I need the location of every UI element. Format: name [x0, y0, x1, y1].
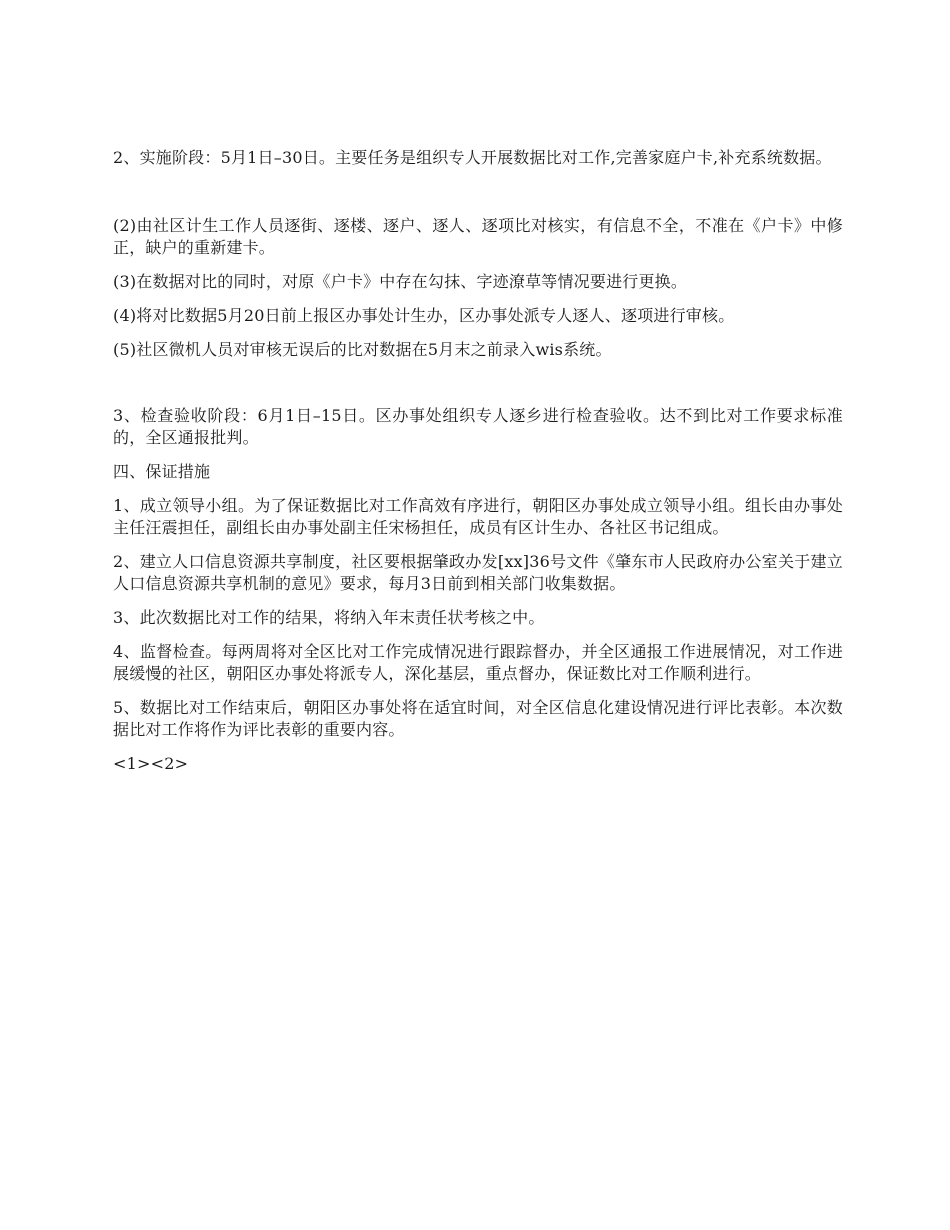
verification-step-2-paragraph: (2)由社区计生工作人员逐街、逐楼、逐户、逐人、逐项比对核实，有信息不全，不准在《户卡》中修正，缺户的重新建卡。 — [113, 216, 843, 257]
verification-step-5-paragraph: (5)社区微机人员对审核无误后的比对数据在5月末之前录入wis系统。 — [113, 340, 612, 359]
page-navigation-text: <1><2> — [113, 754, 189, 773]
measure-2-paragraph: 2、建立人口信息资源共享制度，社区要根据肇政办发[xx]36号文件《肇东市人民政府办公室关于建立人口信息资源共享机制的意见》要求，每月3日前到相关部门收集数据。 — [113, 552, 843, 593]
verification-step-4-paragraph: (4)将对比数据5月20日前上报区办事处计生办，区办事处派专人逐人、逐项进行审核。 — [113, 306, 735, 325]
section-heading-guarantee-measures: 四、保证措施 — [113, 462, 211, 481]
document-body — [113, 147, 843, 787]
measure-1-paragraph: 1、成立领导小组。为了保证数据比对工作高效有序进行，朝阳区办事处成立领导小组。组长由办事处主任汪震担任，副组长由办事处副主任宋杨担任，成员有区计生办、各社区书记组成。 — [113, 496, 843, 537]
verification-step-3-paragraph: (3)在数据对比的同时，对原《户卡》中存在勾抹、字迹潦草等情况要进行更换。 — [113, 272, 688, 291]
inspection-stage-paragraph: 3、检查验收阶段：6月1日–15日。区办事处组织专人逐乡进行检查验收。达不到比对工作要求标准的，全区通报批判。 — [113, 406, 843, 447]
measure-4-paragraph: 4、监督检查。每两周将对全区比对工作完成情况进行跟踪督办，并全区通报工作进展情况，对工作进展缓慢的社区，朝阳区办事处将派专人，深化基层，重点督办，保证数比对工作顺利进行。 — [113, 642, 843, 683]
measure-5-paragraph: 5、数据比对工作结束后，朝阳区办事处将在适宜时间，对全区信息化建设情况进行评比表彰。本次数据比对工作将作为评比表彰的重要内容。 — [113, 698, 843, 739]
implementation-stage-paragraph: 2、实施阶段：5月1日–30日。主要任务是组织专人开展数据比对工作,完善家庭户卡,补充系统数据。 — [113, 148, 832, 167]
measure-3-paragraph: 3、此次数据比对工作的结果，将纳入年末责任状考核之中。 — [113, 608, 545, 627]
